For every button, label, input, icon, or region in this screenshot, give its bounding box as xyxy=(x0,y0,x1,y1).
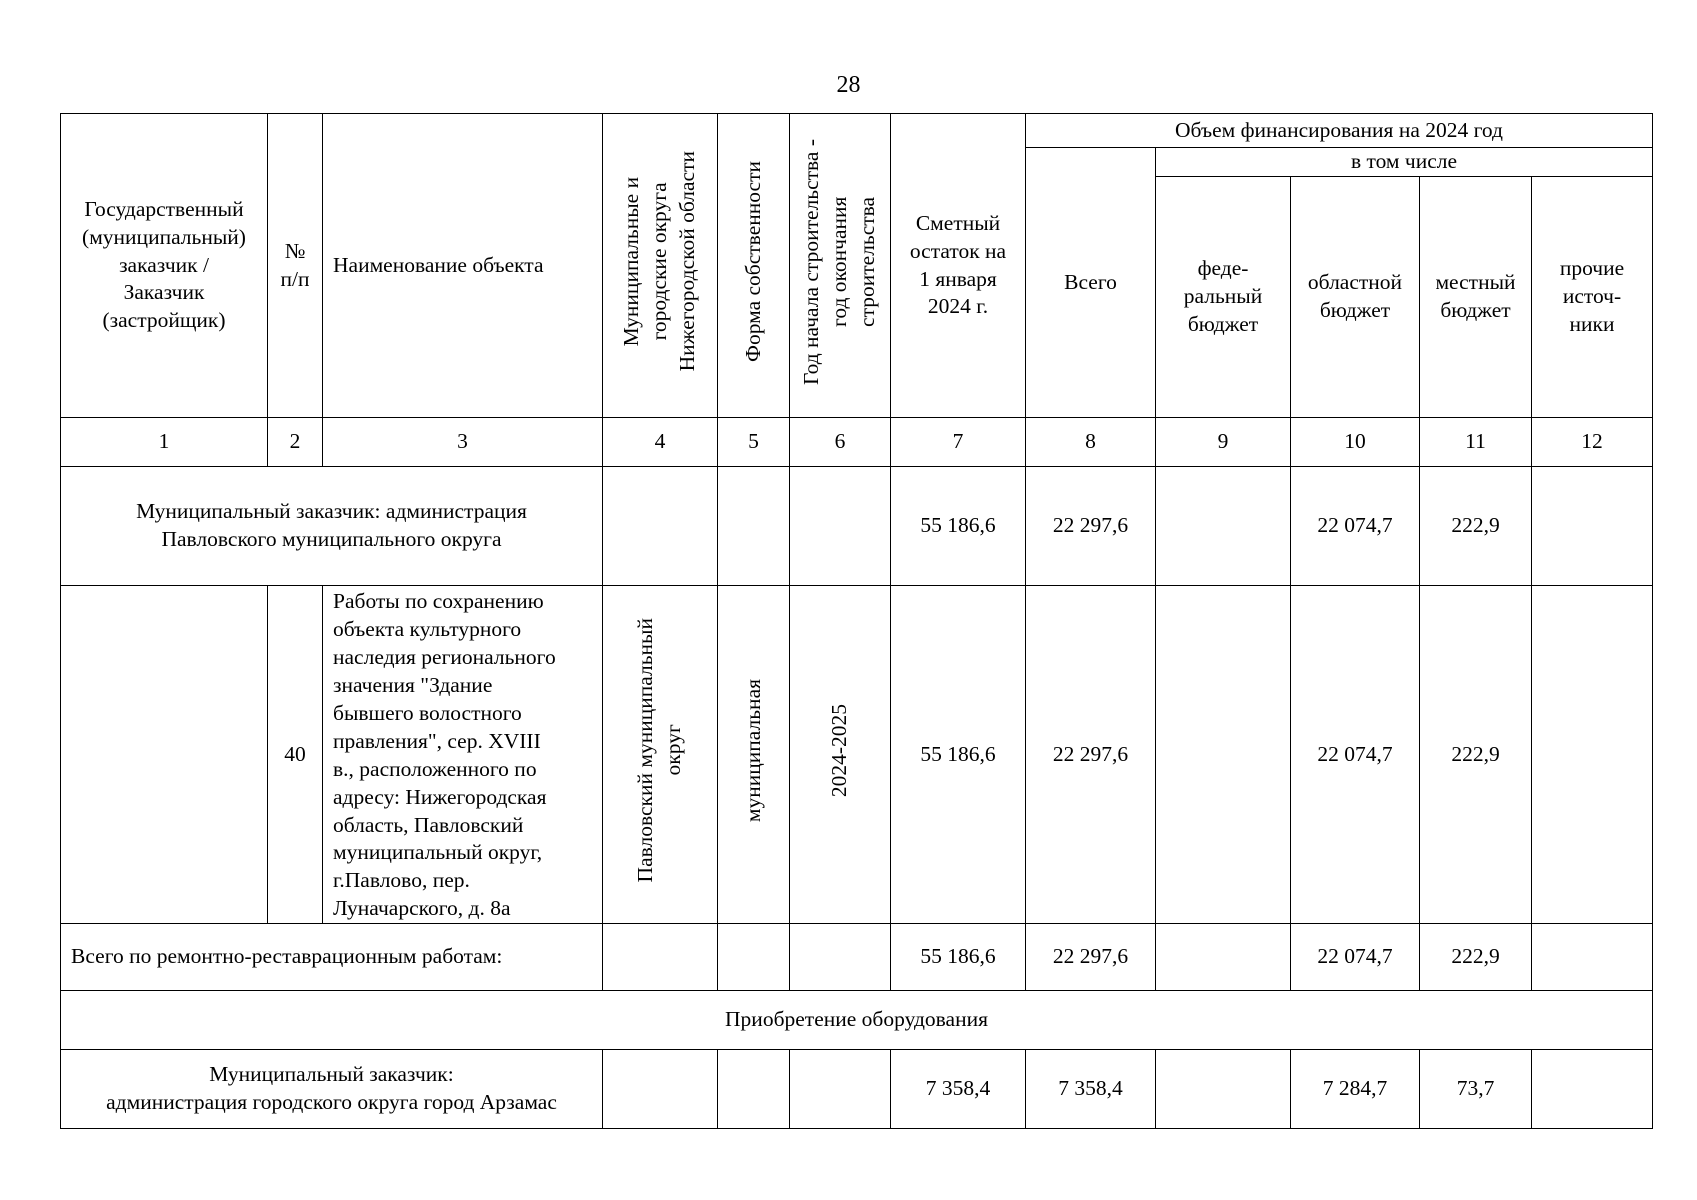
other-value xyxy=(1532,924,1653,991)
header-districts-text: Муниципальные и городские округа Нижегородской области xyxy=(619,151,699,372)
customer-row xyxy=(61,467,1653,586)
object-row xyxy=(61,586,1653,924)
total-value: 22 297,6 xyxy=(1026,467,1156,586)
total-value: 7 358,4 xyxy=(1026,1050,1156,1129)
object-ownership-text: муниципальная xyxy=(740,679,765,823)
object-district xyxy=(603,586,718,924)
federal-value xyxy=(1156,924,1291,991)
column-number-row xyxy=(61,418,1653,467)
object-customer xyxy=(61,586,268,924)
header-years-text: Год начала строительства - год окончания строительства xyxy=(799,138,879,385)
col-num: 9 xyxy=(1156,418,1291,467)
section-label: Приобретение оборудования xyxy=(61,991,1653,1050)
header-total: Всего xyxy=(1026,148,1156,418)
customer-row-2 xyxy=(61,1050,1653,1129)
section-row xyxy=(61,991,1653,1050)
local-value: 222,9 xyxy=(1420,467,1532,586)
other-value xyxy=(1532,467,1653,586)
object-years-text: 2024-2025 xyxy=(827,704,852,798)
col-num: 4 xyxy=(603,418,718,467)
federal-value xyxy=(1156,467,1291,586)
col-num: 7 xyxy=(891,418,1026,467)
header-number: № п/п xyxy=(268,114,323,418)
object-name: Работы по сохранению объекта культурного наследия регионального значения "Здание бывшего волостного правления", сер. XVIII в., расположенного по адресу: Нижегородская область, Павловский муниципальный округ, г.Павлово, пер. Луначарского, д. 8а xyxy=(323,586,603,924)
col-num: 10 xyxy=(1291,418,1420,467)
header-local: местный бюджет xyxy=(1420,177,1532,418)
federal-value xyxy=(1156,586,1291,924)
financing-table xyxy=(60,113,1653,1129)
header-customer: Государственный (муниципальный) заказчик / Заказчик (застройщик) xyxy=(61,114,268,418)
col-num: 1 xyxy=(61,418,268,467)
header-districts xyxy=(603,114,718,418)
regional-value: 22 074,7 xyxy=(1291,924,1420,991)
header-estimate: Сметный остаток на 1 января 2024 г. xyxy=(891,114,1026,418)
col-num: 5 xyxy=(718,418,790,467)
regional-value: 22 074,7 xyxy=(1291,467,1420,586)
regional-value: 22 074,7 xyxy=(1291,586,1420,924)
other-value xyxy=(1532,1050,1653,1129)
local-value: 222,9 xyxy=(1420,586,1532,924)
col-num: 2 xyxy=(268,418,323,467)
object-ownership xyxy=(718,586,790,924)
federal-value xyxy=(1156,1050,1291,1129)
subtotal-row xyxy=(61,924,1653,991)
total-value: 22 297,6 xyxy=(1026,924,1156,991)
object-district-text: Павловский муниципальный округ xyxy=(633,618,685,883)
header-regional: областной бюджет xyxy=(1291,177,1420,418)
page-number: 28 xyxy=(836,72,861,98)
col-num: 8 xyxy=(1026,418,1156,467)
header-other: прочие источ- ники xyxy=(1532,177,1653,418)
estimate-value: 55 186,6 xyxy=(891,467,1026,586)
col-num: 11 xyxy=(1420,418,1532,467)
customer-label: Муниципальный заказчик: администрация Павловского муниципального округа xyxy=(61,467,603,586)
subtotal-label: Всего по ремонтно-реставрационным работам: xyxy=(61,924,603,991)
regional-value: 7 284,7 xyxy=(1291,1050,1420,1129)
col-num: 3 xyxy=(323,418,603,467)
col-num: 6 xyxy=(790,418,891,467)
object-number: 40 xyxy=(268,586,323,924)
local-value: 73,7 xyxy=(1420,1050,1532,1129)
header-ownership xyxy=(718,114,790,418)
object-years xyxy=(790,586,891,924)
header-ownership-text: Форма собственности xyxy=(740,161,765,363)
estimate-value: 55 186,6 xyxy=(891,586,1026,924)
estimate-value: 7 358,4 xyxy=(891,1050,1026,1129)
header-federal: феде- ральный бюджет xyxy=(1156,177,1291,418)
header-years xyxy=(790,114,891,418)
header-including: в том числе xyxy=(1156,148,1653,177)
customer-label: Муниципальный заказчик: администрация городского округа город Арзамас xyxy=(61,1050,603,1129)
local-value: 222,9 xyxy=(1420,924,1532,991)
other-value xyxy=(1532,586,1653,924)
estimate-value: 55 186,6 xyxy=(891,924,1026,991)
total-value: 22 297,6 xyxy=(1026,586,1156,924)
header-funding: Объем финансирования на 2024 год xyxy=(1026,114,1653,148)
header-object-name: Наименование объекта xyxy=(323,114,603,418)
col-num: 12 xyxy=(1532,418,1653,467)
